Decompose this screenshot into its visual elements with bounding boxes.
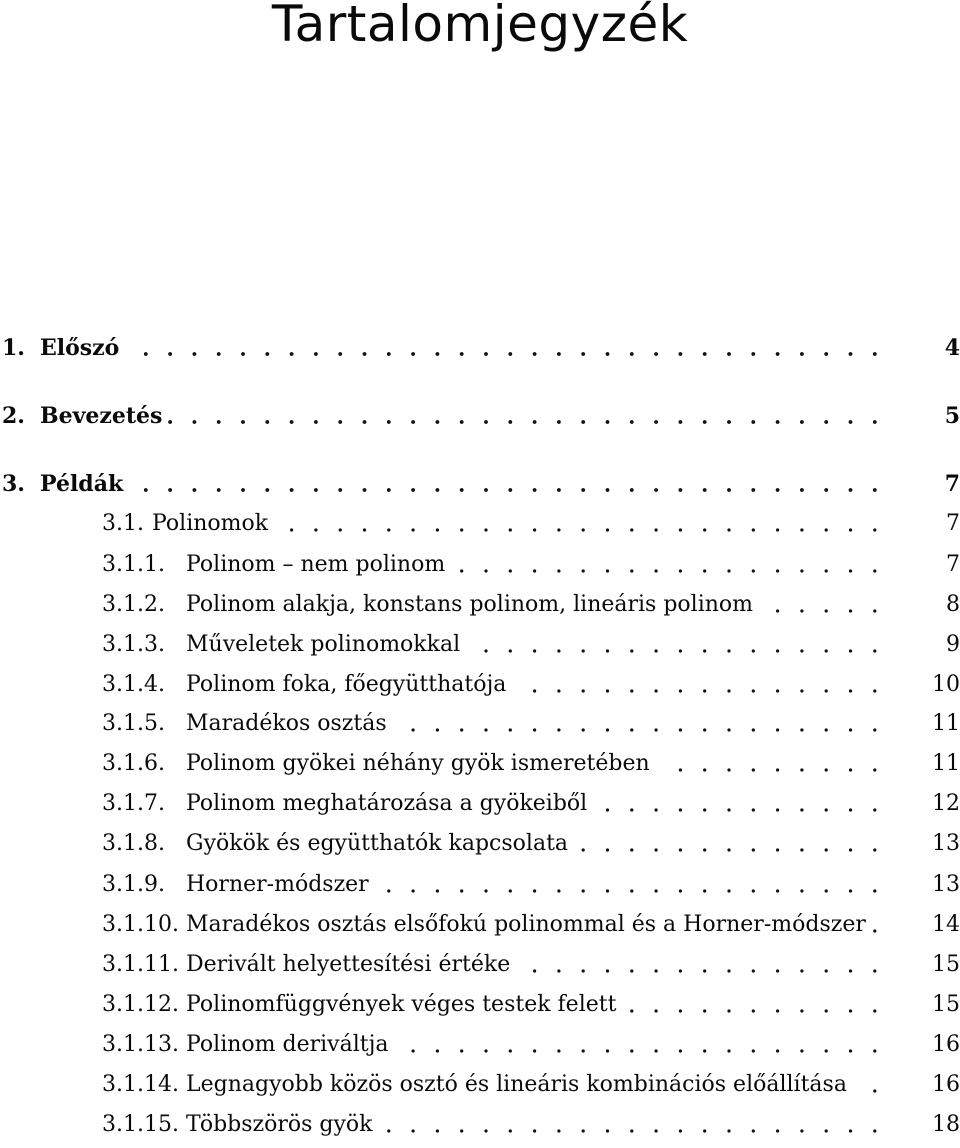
toc-entry-page[interactable]: 7 [944,471,960,497]
dot-leader [0,587,960,623]
toc-entry-chapter-3[interactable] [0,466,960,502]
toc-entry-title[interactable]: Maradékos osztás elsőfokú polinommal és a Horner-módszer [186,912,866,937]
toc-entry-number: 3.1.15. [102,1112,179,1137]
toc-entry-title[interactable]: Horner-módszer [186,872,369,897]
toc-entry-title[interactable]: Polinom – nem polinom [186,552,446,577]
dot-leader [0,706,960,742]
toc-entry-section-3-1[interactable] [0,506,960,542]
toc-entry-number: 3.1.2. [102,592,165,617]
toc-entry-subsection-3-1-4[interactable] [0,667,960,703]
toc-entry-title[interactable]: Legnagyobb közös osztó és lineáris kombinációs előállítása [186,1072,847,1097]
toc-entry-title[interactable]: Polinomok [152,511,269,536]
toc-entry-subsection-3-1-11[interactable] [0,947,960,983]
toc-entry-subsection-3-1-10[interactable] [0,907,960,943]
toc-entry-page[interactable]: 16 [932,1072,960,1097]
toc-entry-title[interactable]: Példák [40,471,124,497]
toc-entry-chapter-1[interactable] [0,330,960,366]
toc-entry-page[interactable]: 7 [946,552,960,577]
toc-entry-subsection-3-1-12[interactable] [0,987,960,1023]
dot-leader [0,907,960,943]
toc-entry-page[interactable]: 7 [946,511,960,536]
toc-entry-title[interactable]: Polinom meghatározása a gyökeiből [186,791,588,816]
dot-leader [0,786,960,822]
toc-entry-number: 1. [2,335,25,361]
toc-entry-page[interactable]: 10 [932,672,960,697]
toc-entry-number: 3.1.7. [102,791,165,816]
toc-entry-page[interactable]: 9 [946,632,960,657]
dot-leader [0,547,960,583]
toc-entry-subsection-3-1-8[interactable] [0,826,960,862]
toc-entry-page[interactable]: 4 [944,335,960,361]
toc-entry-title[interactable]: Polinom foka, főegyütthatója [186,672,507,697]
toc-entry-subsection-3-1-6[interactable] [0,746,960,782]
toc-entry-number: 2. [2,403,25,429]
toc-entry-title[interactable]: Előszó [40,335,120,361]
toc-entry-subsection-3-1-1[interactable] [0,547,960,583]
dot-leader [0,627,960,663]
toc-entry-title[interactable]: Bevezetés [40,403,163,429]
toc-entry-title[interactable]: Polinomfüggvények véges testek felett [186,992,617,1017]
toc-entry-number: 3.1.12. [102,992,179,1017]
toc-entry-number: 3.1.5. [102,711,165,736]
toc-entry-subsection-3-1-3[interactable] [0,627,960,663]
dot-leader [0,1107,960,1143]
toc-entry-number: 3.1.6. [102,751,165,776]
toc-entry-subsection-3-1-14[interactable] [0,1067,960,1103]
dot-leader [0,506,960,542]
toc-entry-page[interactable]: 11 [932,751,960,776]
dot-leader [0,1067,960,1103]
dot-leader [0,330,960,366]
toc-entry-page[interactable]: 13 [932,831,960,856]
toc-entry-subsection-3-1-2[interactable] [0,587,960,623]
page-title: Tartalomjegyzék [271,0,689,53]
toc-entry-title[interactable]: Maradékos osztás [186,711,387,736]
toc-entry-subsection-3-1-5[interactable] [0,706,960,742]
toc-entry-number: 3.1. [102,511,144,536]
dot-leader [0,987,960,1023]
toc-entry-title[interactable]: Többszörös gyök [186,1112,373,1137]
toc-entry-page[interactable]: 15 [932,992,960,1017]
toc-entry-title[interactable]: Derivált helyettesítési értéke [186,952,511,977]
toc-entry-number: 3. [2,471,25,497]
dot-leader [0,1027,960,1063]
toc-entry-title[interactable]: Polinom alakja, konstans polinom, lineáris polinom [186,592,754,617]
dot-leader [0,947,960,983]
toc-entry-number: 3.1.13. [102,1032,179,1057]
dot-leader [0,826,960,862]
toc-entry-number: 3.1.9. [102,872,165,897]
toc-entry-number: 3.1.3. [102,632,165,657]
toc-entry-subsection-3-1-9[interactable] [0,867,960,903]
toc-entry-page[interactable]: 12 [932,791,960,816]
toc-entry-title[interactable]: Polinom gyökei néhány gyök ismeretében [186,751,650,776]
toc-entry-page[interactable]: 18 [932,1112,960,1137]
toc-entry-title[interactable]: Műveletek polinomokkal [186,632,461,657]
toc-entry-page[interactable]: 14 [932,912,960,937]
toc-entry-page[interactable]: 11 [932,711,960,736]
toc-entry-page[interactable]: 16 [932,1032,960,1057]
toc-entry-number: 3.1.4. [102,672,165,697]
toc-entry-subsection-3-1-15[interactable] [0,1107,960,1143]
toc-entry-number: 3.1.10. [102,912,179,937]
dot-leader [0,667,960,703]
toc-entry-chapter-2[interactable] [0,398,960,434]
toc-entry-subsection-3-1-7[interactable] [0,786,960,822]
toc-entry-number: 3.1.8. [102,831,165,856]
toc-entry-subsection-3-1-13[interactable] [0,1027,960,1063]
toc-entry-page[interactable]: 13 [932,872,960,897]
dot-leader [0,466,960,502]
dot-leader [0,867,960,903]
dot-leader [0,746,960,782]
toc-entry-title[interactable]: Polinom deriváltja [186,1032,389,1057]
dot-leader [0,398,960,434]
toc-entry-number: 3.1.11. [102,952,179,977]
toc-entry-page[interactable]: 8 [946,592,960,617]
toc-entry-page[interactable]: 15 [932,952,960,977]
toc-entry-title[interactable]: Gyökök és együtthatók kapcsolata [186,831,569,856]
toc-entry-number: 3.1.14. [102,1072,179,1097]
toc-entry-page[interactable]: 5 [944,403,960,429]
toc-entry-number: 3.1.1. [102,552,165,577]
